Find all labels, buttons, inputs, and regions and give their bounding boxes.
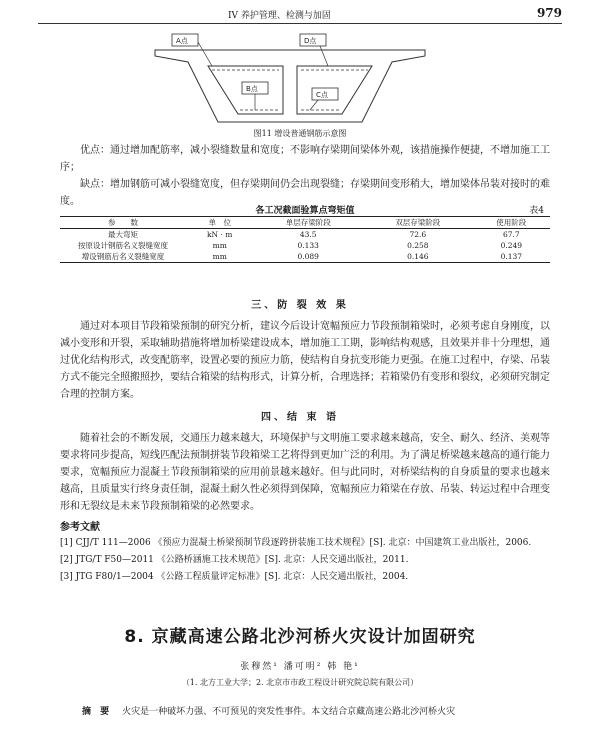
reference-item: [1] CJJ/T 111—2006 《预应力混凝土桥梁预制节段逐跨拼装施工技术规程》[S]. 北京：中国建筑工业出版社，2006.	[60, 538, 532, 548]
references-heading: 参考文献	[60, 522, 100, 533]
abstract-label: 摘 要	[82, 707, 113, 717]
label-b: B点	[246, 85, 258, 93]
page-number: 979	[536, 6, 562, 20]
header-rule	[38, 23, 562, 24]
table-cell: kN · m	[207, 230, 233, 239]
table-cell: 0.089	[297, 252, 319, 261]
running-header	[38, 6, 562, 22]
article-affiliation: （1. 北方工业大学；2. 北京市市政工程设计研究院总院有限公司）	[181, 678, 419, 687]
label-c: C点	[316, 91, 328, 99]
table-cell: 按原设计钢筋名义裂缝宽度	[78, 241, 168, 250]
table-cell: mm	[212, 252, 227, 261]
table-number: 表4	[529, 206, 544, 216]
table-cell: 0.133	[297, 241, 319, 250]
table-cell: 0.146	[407, 252, 429, 261]
leader-a	[198, 42, 212, 66]
article-title: 8. 京藏高速公路北沙河桥火灾设计加固研究	[124, 627, 476, 647]
table-cell: 0.258	[407, 241, 429, 250]
table-cell: 0.249	[500, 241, 523, 250]
table-cell: 增设钢筋后名义裂缝宽度	[81, 252, 165, 261]
reference-list	[60, 535, 550, 586]
girder-outline	[155, 50, 425, 122]
table-header-cell: 使用阶段	[496, 218, 527, 227]
reference-item: [2] JTG/T F50—2011 《公路桥涵施工技术规范》[S]. 北京：人民交通出版社，2011.	[60, 555, 409, 565]
table-row	[60, 240, 550, 251]
table-cell: 67.7	[502, 230, 520, 239]
table-cell: 最大弯矩	[108, 230, 138, 239]
table-header-cell: 单 位	[208, 218, 231, 227]
moment-table	[60, 216, 550, 263]
table-title: 各工况截面验算点弯矩值	[255, 206, 355, 216]
reference-item: [3] JTG F80/1—2004 《公路工程质量评定标准》[S]. 北京：人民交通出版社，2004.	[60, 572, 409, 582]
article-authors: 张穆然¹ 潘可明² 韩 艳¹	[240, 662, 360, 672]
advantages-paragraph: 优点：通过增加配筋率，减小裂缝数量和宽度；不影响存梁期间梁体外观，该措施操作便捷，不增加施工工序；	[60, 145, 550, 173]
header-section: IV 养护管理、检测与加固	[228, 11, 331, 21]
table-header-row	[60, 217, 550, 229]
leader-d	[320, 46, 328, 66]
section-3-paragraph: 通过对本项目节段箱梁预制的研究分析，建议今后设计宽幅预应力节段预制箱梁时，必须考虑自身刚度，以减小变形和开裂，采取辅助措施将增加桥梁建设成本，增加施工工期，影响结构观感，且效果并非十分理想，通过优化结构形式，改变配筋率，设置必要的预应力筋，使结构自身抗变形能力更强。在施工过程中，存梁、吊装方式不能完全照搬照抄，要结合箱梁的结构形式，计算分析，合理选择；若箱梁仍有变形和裂纹，必须研究制定合理的控制方案。	[60, 321, 550, 400]
section-heading-4: 四、结 束 语	[261, 412, 339, 423]
disadvantages-paragraph: 缺点：增加钢筋可减小裂缝宽度，但存梁期间仍会出现裂缝；存梁期间变形稍大，增加梁体吊装对接时的难度。	[60, 179, 550, 207]
table-cell: 43.5	[299, 230, 317, 239]
section-4-paragraph: 随着社会的不断发展，交通压力越来越大，环境保护与文明施工要求越来越高，安全、耐久、经济、美观等要求将同步提高，短线匹配法预制拼装节段箱梁工艺将得到更加广泛的利用。为了满足桥梁越来越高的通行能力要求，宽幅预应力混凝土节段预制箱梁的应用前景越来越好。但与此同时，对桥梁结构的自身质量的要求也越来越高，且质量实行终身责任制，混凝土耐久性必须得到保障，宽幅预应力箱梁在存放、吊装、转运过程中合理变形和无裂纹是未来节段预制箱梁的必然要求。	[60, 433, 550, 512]
figure-caption: 图11 增设普通钢筋示意图	[253, 129, 347, 138]
table-header-cell: 参 数	[108, 218, 138, 227]
rebar-line	[212, 70, 368, 110]
table-cell: 0.137	[500, 252, 523, 261]
leader-c	[310, 100, 318, 110]
label-a: A点	[176, 37, 188, 45]
abstract-text: 火灾是一种破坏力强、不可预见的突发性事件。本文结合京藏高速公路北沙河桥火灾	[122, 707, 456, 717]
label-d: D点	[304, 37, 317, 45]
table-cell: 72.6	[409, 230, 427, 239]
table-header-cell: 双层存梁阶段	[395, 218, 441, 227]
table-cell: mm	[212, 241, 227, 250]
table-row	[60, 251, 550, 263]
abstract-line	[82, 704, 552, 717]
section-heading-3: 三、防 裂 效 果	[251, 300, 349, 311]
table-header-cell: 单层存梁阶段	[285, 218, 331, 227]
table-row	[60, 229, 550, 241]
box-girder-figure	[150, 30, 430, 130]
